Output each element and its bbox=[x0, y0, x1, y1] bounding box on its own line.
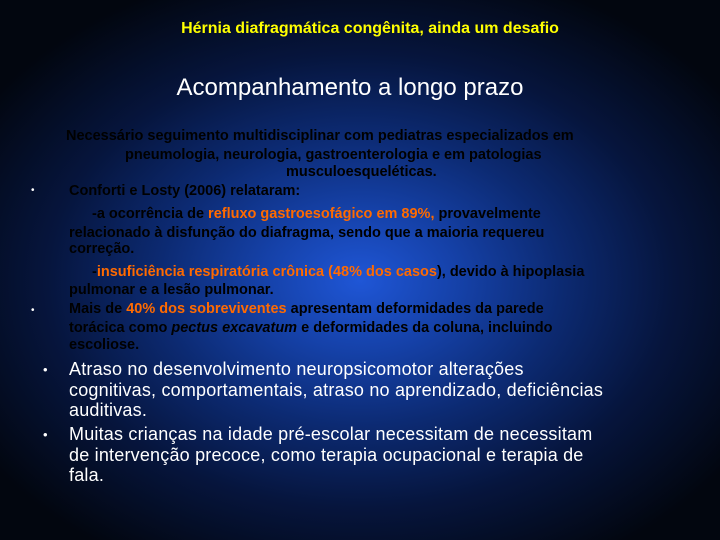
block5-line3: fala. bbox=[69, 465, 105, 485]
highlight-respiratory: insuficiência respiratória crônica (48% dos casos bbox=[96, 264, 437, 280]
block1-line1: Necessário seguimento multidisciplinar com pediatras especializados em bbox=[66, 128, 574, 144]
block5-line2: de intervenção precoce, como terapia ocupacional e terapia de bbox=[69, 445, 584, 465]
block2-line2: -a ocorrência de refluxo gastroesofágico em 89%, provavelmente bbox=[92, 206, 541, 222]
highlight-reflux: refluxo gastroesofágico em 89%, bbox=[208, 206, 435, 222]
block2-line6: pulmonar e a lesão pulmonar. bbox=[69, 282, 274, 298]
block4-line3: auditivas. bbox=[69, 400, 148, 420]
slide-subtitle: Acompanhamento a longo prazo bbox=[176, 74, 524, 101]
block5-line1: Muitas crianças na idade pré-escolar necessitam de necessitam bbox=[69, 424, 593, 444]
block4-line2: cognitivas, comportamentais, atraso no aprendizado, deficiências bbox=[69, 380, 604, 400]
block2-line4: correção. bbox=[69, 241, 135, 257]
bullet-icon: • bbox=[43, 362, 48, 377]
slide-title: Hérnia diafragmática congênita, ainda um desafio bbox=[181, 20, 559, 37]
bullet-icon: • bbox=[31, 185, 35, 196]
block3-line3: escoliose. bbox=[69, 337, 140, 353]
block4-line1: Atraso no desenvolvimento neuropsicomotor alterações bbox=[69, 359, 524, 379]
bullet-icon: • bbox=[31, 305, 35, 316]
block1-line3: musculoesqueléticas. bbox=[286, 164, 437, 180]
block2-line3: relacionado à disfunção do diafragma, sendo que a maioria requereu bbox=[69, 225, 545, 241]
block2-line5: -insuficiência respiratória crônica (48% dos casos), devido à hipoplasia bbox=[92, 264, 585, 280]
block1-line2: pneumologia, neurologia, gastroenterologia e em patologias bbox=[125, 147, 542, 163]
block3-line1: Mais de 40% dos sobreviventes apresentam deformidades da parede bbox=[69, 301, 544, 317]
highlight-survivors: 40% dos sobreviventes bbox=[126, 301, 287, 317]
block2-line1: Conforti e Losty (2006) relataram: bbox=[69, 183, 301, 199]
block3-line2: torácica como pectus excavatum e deformidades da coluna, incluindo bbox=[69, 320, 553, 336]
bullet-icon: • bbox=[43, 427, 48, 442]
